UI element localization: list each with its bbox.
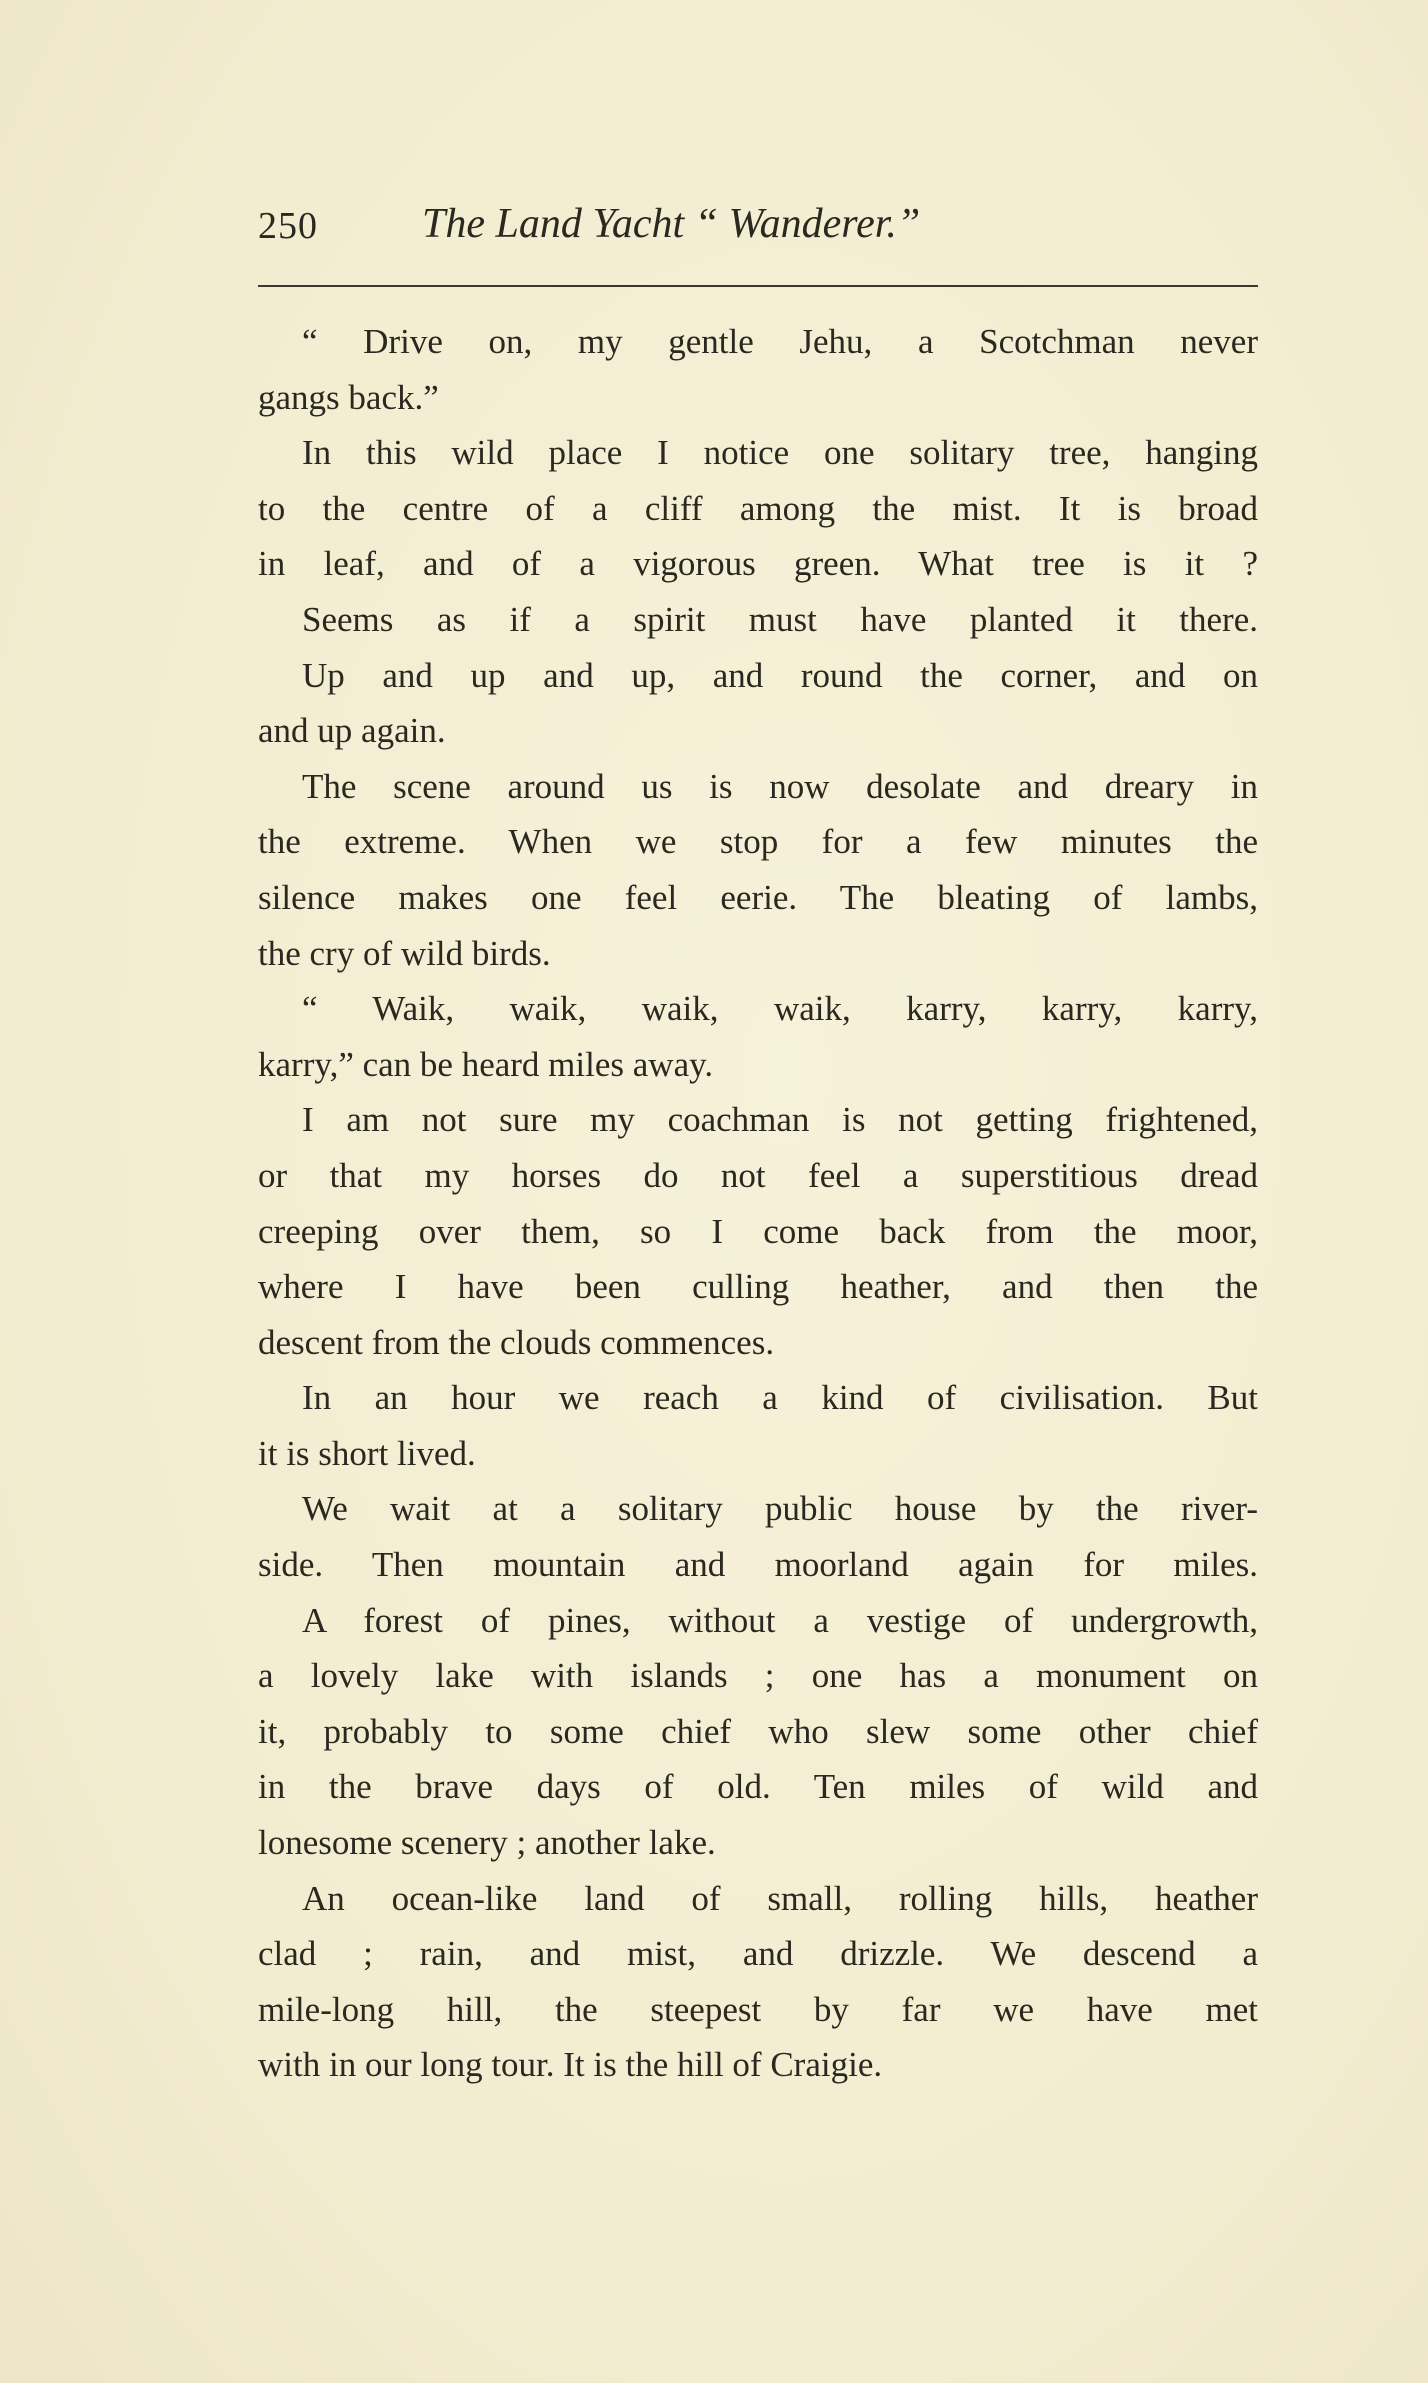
page-number: 250 <box>258 205 318 247</box>
text-line: to the centre of a cliff among the mist. It is broad <box>258 488 1258 528</box>
text-line: Seems as if a spirit must have planted it there. <box>302 599 1258 639</box>
text-line: A forest of pines, without a vestige of undergrowth, <box>302 1600 1258 1640</box>
text-line: or that my horses do not feel a superstitious dread <box>258 1155 1258 1195</box>
text-line: In this wild place I notice one solitary tree, hanging <box>302 433 1258 473</box>
text-line: side. Then mountain and moorland again for miles. <box>258 1545 1258 1585</box>
text-line: creeping over them, so I come back from the moor, <box>258 1211 1258 1251</box>
text-line: lonesome scenery ; another lake. <box>258 1823 716 1863</box>
text-line: An ocean-like land of small, rolling hills, heather <box>302 1878 1258 1918</box>
text-line: mile-long hill, the steepest by far we have met <box>258 1989 1258 2029</box>
header-rule <box>258 285 1258 287</box>
text-line: where I have been culling heather, and then the <box>258 1267 1258 1307</box>
text-line: I am not sure my coachman is not getting frightened, <box>302 1100 1258 1140</box>
text-line: in leaf, and of a vigorous green. What tree is it ? <box>258 544 1258 584</box>
text-line: in the brave days of old. Ten miles of wild and <box>258 1767 1258 1807</box>
running-header <box>258 200 1258 260</box>
text-line: “ Waik, waik, waik, waik, karry, karry, karry, <box>302 989 1258 1029</box>
text-line: with in our long tour. It is the hill of Craigie. <box>258 2045 883 2085</box>
text-line: In an hour we reach a kind of civilisation. But <box>302 1378 1258 1418</box>
text-line: a lovely lake with islands ; one has a monument on <box>258 1656 1258 1696</box>
running-title: The Land Yacht “ Wanderer.” <box>422 201 921 247</box>
text-line: gangs back.” <box>258 377 439 417</box>
text-line: clad ; rain, and mist, and drizzle. We descend a <box>258 1934 1258 1974</box>
body-text <box>258 314 1258 2093</box>
text-line: “ Drive on, my gentle Jehu, a Scotchman never <box>302 322 1258 361</box>
text-line: and up again. <box>258 711 446 751</box>
text-line: the extreme. When we stop for a few minutes the <box>258 822 1258 862</box>
text-line: the cry of wild birds. <box>258 933 551 973</box>
text-line: karry,” can be heard miles away. <box>258 1044 714 1084</box>
text-line: descent from the clouds commences. <box>258 1322 775 1362</box>
text-line: silence makes one feel eerie. The bleating of lambs, <box>258 877 1258 917</box>
text-line: it is short lived. <box>258 1433 476 1473</box>
text-line: We wait at a solitary public house by the river- <box>302 1489 1258 1529</box>
text-line: Up and up and up, and round the corner, and on <box>302 655 1258 695</box>
text-line: The scene around us is now desolate and dreary in <box>302 766 1258 806</box>
text-line: it, probably to some chief who slew some other chief <box>258 1711 1258 1751</box>
